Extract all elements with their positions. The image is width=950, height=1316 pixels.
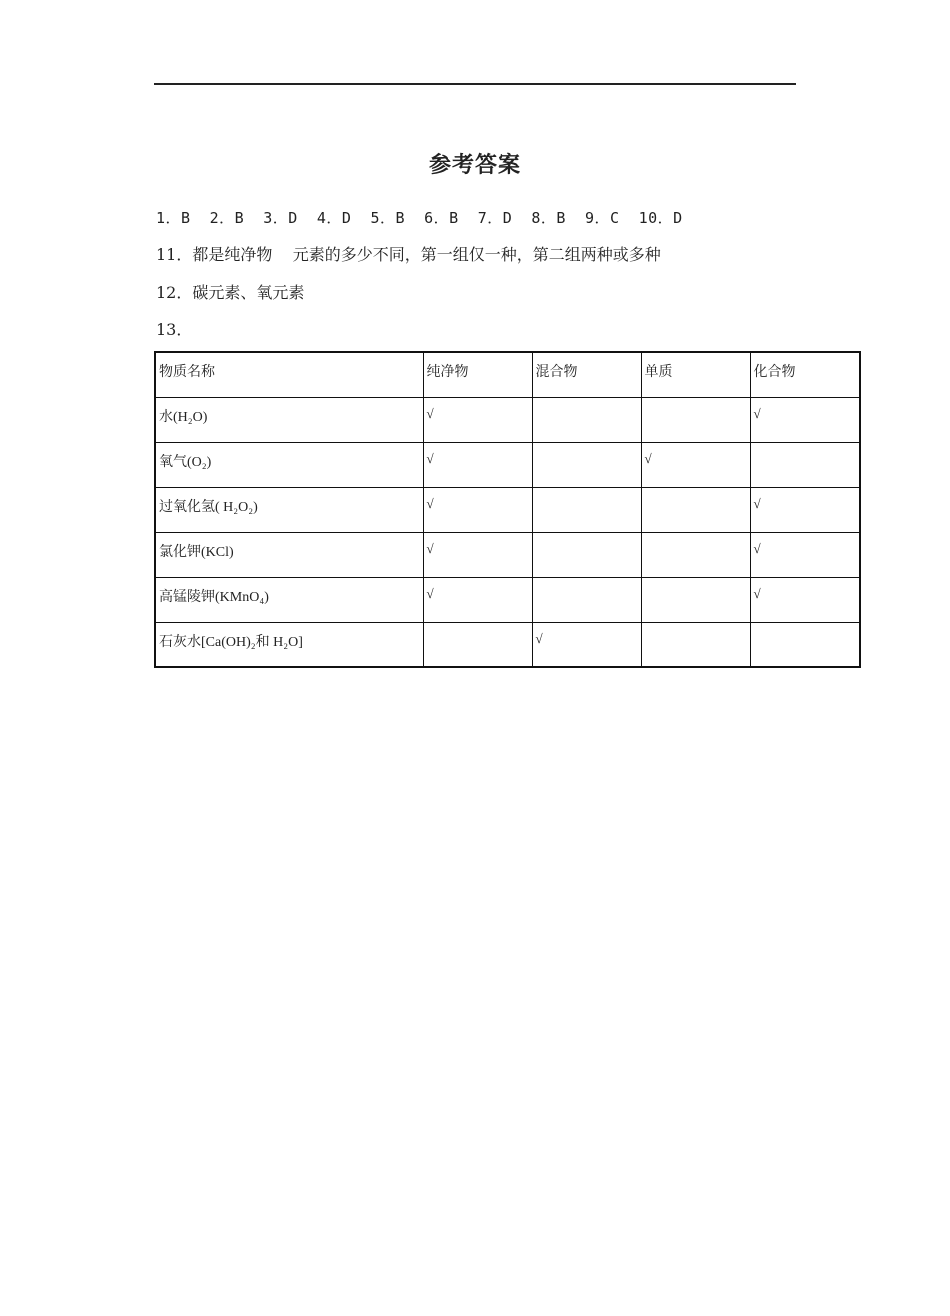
- answer-line-13: 13．: [156, 320, 193, 339]
- header-cell: 单质: [641, 352, 750, 397]
- table-row: [155, 397, 860, 442]
- page-title: 参考答案: [428, 153, 521, 178]
- table-row: [155, 577, 860, 622]
- check-mark: √: [423, 442, 532, 487]
- answer-line-11: 11．都是纯净物 元素的多少不同，第一组仅一种，第二组两种或多种: [156, 245, 661, 264]
- check-mark: [423, 622, 532, 667]
- table-header-row: [155, 352, 860, 397]
- header-rule: [154, 83, 796, 85]
- check-mark: √: [750, 487, 860, 532]
- header-cell: 纯净物: [423, 352, 532, 397]
- check-mark: [532, 577, 641, 622]
- check-mark: √: [641, 442, 750, 487]
- check-mark: [641, 622, 750, 667]
- header-cell: 物质名称: [155, 352, 423, 397]
- table-row: [155, 442, 860, 487]
- substance-name: 石灰水[Ca(OH)₂和 H₂O]: [155, 622, 423, 667]
- check-mark: [750, 622, 860, 667]
- check-mark: √: [423, 532, 532, 577]
- substance-name: 高锰陵钾(KMnO₄): [155, 577, 423, 622]
- check-mark: √: [532, 622, 641, 667]
- check-mark: [532, 442, 641, 487]
- check-mark: [532, 532, 641, 577]
- check-mark: √: [750, 397, 860, 442]
- check-mark: √: [423, 577, 532, 622]
- table-row: [155, 532, 860, 577]
- substance-name: 氧气(O₂): [155, 442, 423, 487]
- check-mark: [641, 532, 750, 577]
- answer-line-1: 1．B 2．B 3．D 4．D 5．B 6．B 7．D 8．B 9．C 10．D: [156, 209, 683, 227]
- check-mark: √: [750, 577, 860, 622]
- substance-name: 水(H₂O): [155, 397, 423, 442]
- substance-name: 氯化钾(KCl): [155, 532, 423, 577]
- substance-name: 过氧化氢( H₂O₂): [155, 487, 423, 532]
- check-mark: [641, 397, 750, 442]
- header-cell: 化合物: [750, 352, 860, 397]
- check-mark: √: [423, 487, 532, 532]
- check-mark: [641, 577, 750, 622]
- check-mark: [532, 487, 641, 532]
- classification-table: [154, 351, 861, 668]
- check-mark: [641, 487, 750, 532]
- answer-line-12: 12．碳元素、氧元素: [156, 283, 305, 302]
- header-cell: 混合物: [532, 352, 641, 397]
- check-mark: √: [423, 397, 532, 442]
- check-mark: [750, 442, 860, 487]
- table-row: [155, 622, 860, 667]
- check-mark: √: [750, 532, 860, 577]
- table-row: [155, 487, 860, 532]
- check-mark: [532, 397, 641, 442]
